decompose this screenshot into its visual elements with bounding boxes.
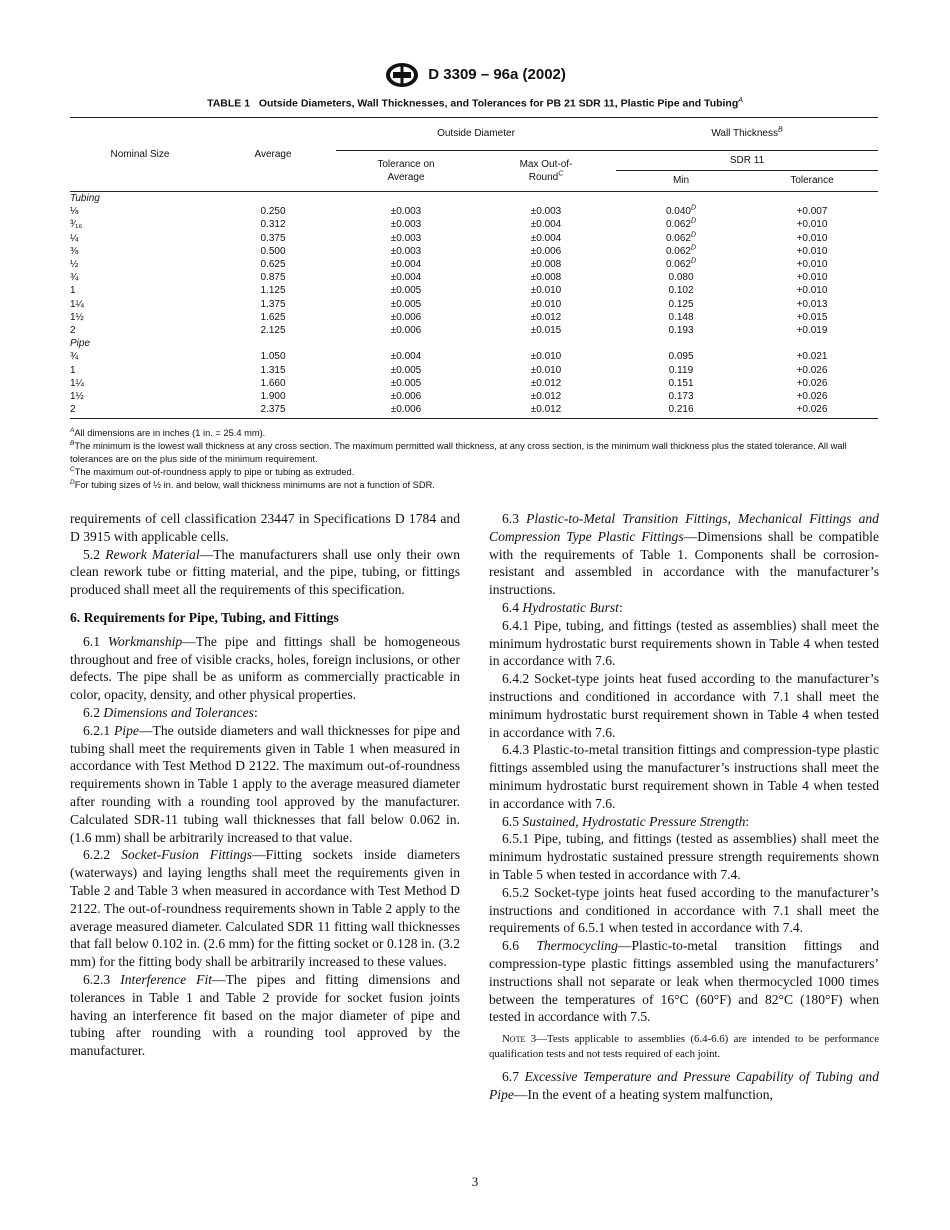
cell-wall-tolerance: +0.007 xyxy=(796,206,828,218)
footnote: $^C$The maximum out-of-roundness apply to pipe or tubing as extruded. xyxy=(70,465,355,477)
cell-average: 1.375 xyxy=(260,298,286,310)
paragraph: 6.4.1 Pipe, tubing, and fittings (tested as assemblies) shall meet the minimum hydrostatic burst requirements shown in Table 4 when tested in accordance with 7.6. xyxy=(489,617,879,669)
col-tolerance-on-average: Tolerance on Average xyxy=(336,151,476,192)
col-nominal-size: Nominal Size xyxy=(70,118,210,192)
cell-wall-tolerance: +0.010 xyxy=(796,232,828,244)
paragraph: 6.2.1 Pipe—The outside diameters and wall thicknesses for pipe and tubing shall meet the requirements given in Table 1 when measured in accordance with Test Method D 2122. The maximum out-of-roundness requirements shown in Table 1 apply to the average measured diameter after rounding with a rounding tool approved by the manufacturer. Calculated SDR-11 tubing wall thicknesses that fall below 0.062 in. (1.6 mm) shall be arbitrarily increased to that value. xyxy=(70,722,460,845)
table-footnotes xyxy=(70,427,880,492)
cell-wall-tolerance: +0.010 xyxy=(796,219,828,231)
table-section-row xyxy=(70,337,878,350)
cell-tolerance: ±0.003 xyxy=(390,232,422,244)
cell-out-of-round: ±0.004 xyxy=(530,232,562,244)
cell-size: ¾ xyxy=(70,272,79,284)
table-row xyxy=(70,390,878,403)
table-row xyxy=(70,258,878,271)
dimensions-table xyxy=(70,117,878,419)
cell-tolerance: ±0.003 xyxy=(390,219,422,231)
cell-wall-tolerance: +0.026 xyxy=(796,377,828,389)
cell-tolerance: ±0.006 xyxy=(336,403,476,419)
cell-min: $0.062^D$ xyxy=(665,244,697,257)
cell-min: $0.040^D$ xyxy=(665,204,697,218)
paragraph: 6.5.2 Socket-type joints heat fused according to the manufacturer’s instructions and conditioned in accordance with 7.1 shall meet the requirements of 6.5.1 when tested in accordance with 7.4. xyxy=(489,884,879,936)
paragraph: 6.2.3 Interference Fit—The pipes and fitting dimensions and tolerances in Table 1 and Table 2 provide for socket fusion joints having an interference fit based on the major diameter of pipe and tubing after rounding with a rounding tool approved by the manufacturer. xyxy=(70,971,460,1059)
cell-wall-tolerance: +0.026 xyxy=(746,403,878,419)
cell-tolerance: ±0.005 xyxy=(390,298,422,310)
col-outside-diameter: Outside Diameter xyxy=(336,118,616,151)
table-section-row xyxy=(70,192,878,206)
cell-size: ³⁄₁₆ xyxy=(70,219,83,231)
paragraph: 6.1 Workmanship—The pipe and fittings shall be homogeneous throughout and free of visible cracks, holes, foreign inclusions, or other defects. The pipe shall be as uniform as commercially practicable in color, opacity, density, and other physical properties. xyxy=(70,633,460,703)
paragraph: 6.5.1 Pipe, tubing, and fittings (tested as assemblies) shall meet the minimum hydrostatic sustained pressure strength requirements shown in Table 5 when tested in accordance with 7.4. xyxy=(489,831,879,882)
cell-min: $0.062^D$ xyxy=(665,218,697,231)
cell-average: 0.625 xyxy=(260,259,286,271)
cell-tolerance: ±0.004 xyxy=(390,259,422,271)
cell-min: 0.095 xyxy=(668,351,694,363)
cell-wall-tolerance: +0.019 xyxy=(796,325,828,337)
paragraph: 6.4.2 Socket-type joints heat fused according to the manufacturer’s instructions and conditioned in accordance with 7.1 shall meet the minimum hydrostatic burst requirement shown in Table 4 when tested in accordance with 7.6. xyxy=(489,671,879,740)
cell-average: 1.660 xyxy=(260,377,286,389)
cell-size: 1 xyxy=(70,285,76,297)
note: Note 3—Tests applicable to assemblies (6.4-6.6) are intended to be performance qualification tests and not tests required of each joint. xyxy=(489,1033,879,1061)
table-row xyxy=(70,298,878,311)
astm-logo-icon xyxy=(384,62,420,88)
section-label: Tubing xyxy=(70,193,100,204)
cell-size: ¼ xyxy=(70,232,79,244)
cell-min: 0.102 xyxy=(668,285,694,297)
cell-size: ½ xyxy=(70,259,79,271)
cell-average: 1.625 xyxy=(260,311,286,323)
cell-min: 0.151 xyxy=(668,377,694,389)
cell-average: 0.375 xyxy=(260,232,286,244)
cell-size: 1½ xyxy=(70,311,84,323)
cell-size: ⅜ xyxy=(70,245,79,257)
cell-out-of-round: ±0.008 xyxy=(530,272,562,284)
cell-average: 0.500 xyxy=(260,245,286,257)
section-label: Pipe xyxy=(70,338,91,350)
cell-tolerance: ±0.005 xyxy=(390,377,422,389)
page-number: 3 xyxy=(471,1174,479,1189)
col-wall-thickness: Wall Thickness$^B$ xyxy=(616,118,878,151)
table-row xyxy=(70,271,878,284)
cell-size: 1 xyxy=(70,364,76,376)
table-caption: TABLE 1 Outside Diameters, Wall Thicknesses, and Tolerances for PB 21 SDR 11, Plastic Pipe and Tubing$^A$ xyxy=(207,97,743,110)
paragraph: 6.2 Dimensions and Tolerances: xyxy=(83,704,258,720)
footnote: $^B$The minimum is the lowest wall thickness at any cross section. The maximum permitted wall thickness, at any cross section, is the minimum wall thickness plus the stated tolerance. All wall tolerances are on the plus side of the minimum requirement. xyxy=(70,439,847,464)
cell-min: $0.062^D$ xyxy=(665,231,697,244)
cell-out-of-round: ±0.006 xyxy=(530,245,562,257)
cell-wall-tolerance: +0.010 xyxy=(796,285,828,297)
col-sdr: SDR 11 xyxy=(616,151,878,171)
cell-min: 0.193 xyxy=(668,325,694,337)
cell-wall-tolerance: +0.010 xyxy=(796,272,828,284)
table-row xyxy=(70,232,878,245)
paragraph: 6.4 Hydrostatic Burst: xyxy=(502,599,623,615)
cell-wall-tolerance: +0.010 xyxy=(796,259,828,271)
cell-wall-tolerance: +0.015 xyxy=(796,311,828,323)
document-designation: D 3309 – 96a (2002) xyxy=(428,65,566,83)
cell-tolerance: ±0.006 xyxy=(390,311,422,323)
paragraph: 6.5 Sustained, Hydrostatic Pressure Strength: xyxy=(502,813,750,829)
cell-min: 0.119 xyxy=(668,364,694,376)
cell-tolerance: ±0.003 xyxy=(390,245,422,257)
section-heading: 6. Requirements for Pipe, Tubing, and Fittings xyxy=(70,609,339,625)
table-row xyxy=(70,205,878,218)
cell-out-of-round: ±0.012 xyxy=(530,391,562,403)
cell-size: 1¼ xyxy=(70,298,84,310)
paragraph: 6.3 Plastic-to-Metal Transition Fittings, Mechanical Fittings and Compression Type Plastic Fittings—Dimensions shall be compatible with the requirements of Table 1. Components shall be corrosion-resistant and assembled in accordance with the manufacturer’s instructions. xyxy=(489,511,879,598)
cell-min: $0.062^D$ xyxy=(665,257,697,271)
cell-tolerance: ±0.006 xyxy=(390,325,422,337)
table-row xyxy=(70,377,878,390)
table-row xyxy=(70,350,878,363)
col-max-out-of-round: Max Out-of- Round$^C$ xyxy=(476,151,616,192)
table-row xyxy=(70,284,878,297)
cell-out-of-round: ±0.010 xyxy=(530,285,562,297)
cell-average: 1.050 xyxy=(260,351,286,363)
cell-out-of-round: ±0.010 xyxy=(530,298,562,310)
cell-average: 0.312 xyxy=(260,219,286,231)
cell-average: 2.125 xyxy=(260,325,286,337)
cell-tolerance: ±0.006 xyxy=(390,391,422,403)
paragraph: 6.7 Excessive Temperature and Pressure Capability of Tubing and Pipe—In the event of a heating system malfunction, xyxy=(489,1069,879,1102)
table-row xyxy=(70,364,878,377)
footnote: $^D$For tubing sizes of ½ in. and below, wall thickness minimums are not a function of SDR. xyxy=(70,478,435,490)
cell-out-of-round: ±0.012 xyxy=(530,377,562,389)
cell-size: 2 xyxy=(70,325,76,337)
paragraph: 6.4.3 Plastic-to-metal transition fittings and compression-type plastic fittings assembled using the manufacturer’s instructions shall meet the minimum hydrostatic burst requirement shown in Table 4 when tested in accordance with 7.6. xyxy=(489,742,879,811)
table-body xyxy=(70,192,878,419)
table-row xyxy=(70,403,878,419)
col-min: Min xyxy=(616,171,746,192)
cell-tolerance: ±0.003 xyxy=(390,206,422,218)
cell-average: 2.375 xyxy=(210,403,336,419)
cell-out-of-round: ±0.010 xyxy=(530,364,562,376)
right-column xyxy=(489,510,879,1104)
cell-average: 1.125 xyxy=(260,285,286,297)
footnote: $^A$All dimensions are in inches (1 in. = 25.4 mm). xyxy=(70,426,266,438)
page-header xyxy=(0,62,950,88)
cell-min: 0.080 xyxy=(668,272,694,284)
cell-out-of-round: ±0.010 xyxy=(530,351,562,363)
cell-out-of-round: ±0.004 xyxy=(530,219,562,231)
cell-average: 1.315 xyxy=(260,364,286,376)
cell-wall-tolerance: +0.021 xyxy=(796,351,828,363)
cell-size: 2 xyxy=(70,403,210,419)
cell-tolerance: ±0.005 xyxy=(390,364,422,376)
paragraph: 6.6 Thermocycling—Plastic-to-metal transition fittings and compression-type plastic fittings assembled using the manufacturers’ instructions shall not separate or leak when thermocycled 1000 times between the temperatures of 16°C (60°F) and 82°C (180°F) when tested in accordance with 7.5. xyxy=(489,938,879,1025)
cell-average: 1.900 xyxy=(260,391,286,403)
cell-out-of-round: ±0.012 xyxy=(530,311,562,323)
paragraph: 6.2.2 Socket-Fusion Fittings—Fitting sockets inside diameters (waterways) and laying lengths shall meet the requirements given in Table 2 and Table 3 when measured in accordance with Test Method D 2122. The out-of-roundness requirements shown in Table 2 apply to the average measured diameter. Calculated SDR 11 fitting wall thicknesses that fall below 0.102 in. (2.6 mm) for the fitting socket or 0.128 in. (3.2 mm) for the fitting body shall be arbitrarily increased to these values. xyxy=(70,847,460,970)
cell-size: 1¼ xyxy=(70,377,84,389)
cell-wall-tolerance: +0.026 xyxy=(796,364,828,376)
cell-average: 0.250 xyxy=(260,206,286,218)
table-row xyxy=(70,218,878,231)
cell-min: 0.173 xyxy=(668,391,694,403)
cell-average: 0.875 xyxy=(260,272,286,284)
cell-wall-tolerance: +0.010 xyxy=(796,245,828,257)
table-row xyxy=(70,324,878,337)
table-row xyxy=(70,245,878,258)
cell-tolerance: ±0.004 xyxy=(390,272,422,284)
cell-min: 0.125 xyxy=(668,298,694,310)
cell-out-of-round: ±0.015 xyxy=(530,325,562,337)
paragraph: 5.2 Rework Material—The manufacturers shall use only their own clean rework tube or fitting material, and the pipe, tubing, or fittings produced shall meet all the requirements of this specification. xyxy=(70,546,460,598)
cell-size: ¾ xyxy=(70,351,79,363)
paragraph: requirements of cell classification 23447 in Specifications D 1784 and D 3915 with applicable cells. xyxy=(70,511,460,544)
col-tolerance: Tolerance xyxy=(746,171,878,192)
cell-min: 0.148 xyxy=(668,311,694,323)
cell-tolerance: ±0.004 xyxy=(390,351,422,363)
cell-min: 0.216 xyxy=(616,403,746,419)
table-row xyxy=(70,311,878,324)
col-average: Average xyxy=(210,118,336,192)
cell-tolerance: ±0.005 xyxy=(390,285,422,297)
cell-out-of-round: ±0.012 xyxy=(476,403,616,419)
cell-wall-tolerance: +0.013 xyxy=(796,298,828,310)
cell-out-of-round: ±0.003 xyxy=(530,206,562,218)
cell-wall-tolerance: +0.026 xyxy=(796,391,828,403)
cell-out-of-round: ±0.008 xyxy=(530,259,562,271)
left-column xyxy=(70,510,460,1060)
cell-size: 1½ xyxy=(70,391,84,403)
cell-size: ⅛ xyxy=(70,206,79,218)
